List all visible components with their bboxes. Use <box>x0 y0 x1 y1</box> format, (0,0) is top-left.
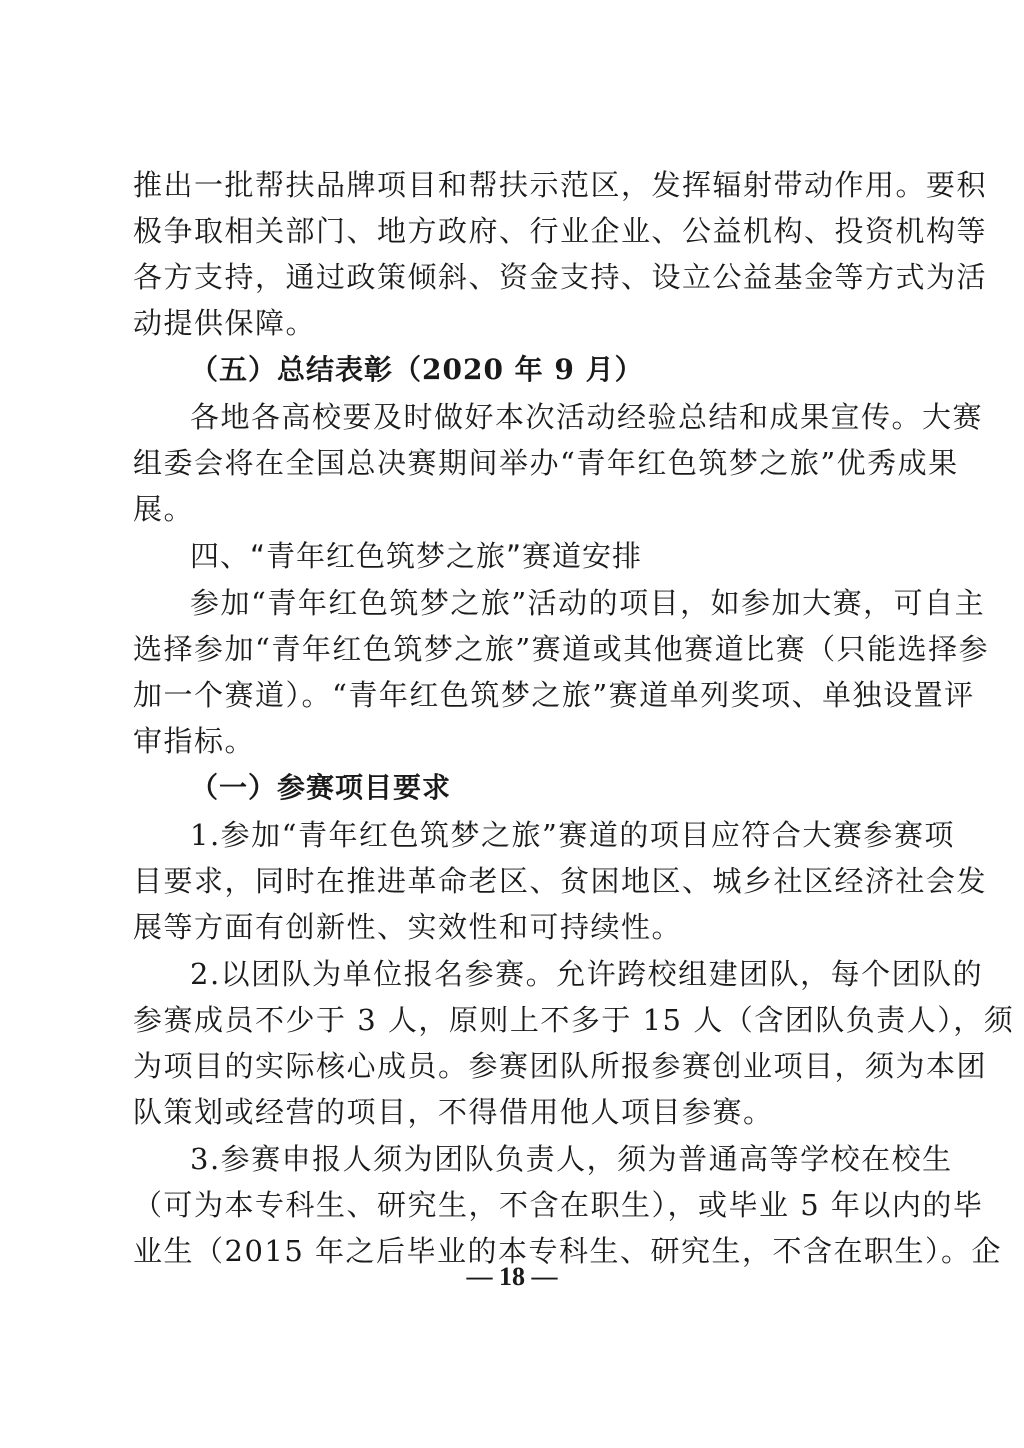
paragraph-line: 推出一批帮扶品牌项目和帮扶示范区，发挥辐射带动作用。要积 <box>133 168 988 202</box>
page-number: — 18 — <box>466 1262 558 1291</box>
paragraph-line: 展等方面有创新性、实效性和可持续性。 <box>133 910 683 944</box>
paragraph-line: 业生（2015 年之后毕业的本专科生、研究生，不含在职生）。企 <box>133 1234 1003 1268</box>
paragraph-line: （可为本专科生、研究生，不含在职生），或毕业 5 年以内的毕 <box>133 1188 984 1222</box>
chapter-heading-track: 四、“青年红色筑梦之旅”赛道安排 <box>190 539 643 573</box>
paragraph-line: 展。 <box>133 492 195 526</box>
section-heading-requirements: （一）参赛项目要求 <box>190 771 452 804</box>
paragraph-line: 3.参赛申报人须为团队负责人，须为普通高等学校在校生 <box>190 1142 953 1176</box>
paragraph-line: 参加“青年红色筑梦之旅”活动的项目，如参加大赛，可自主 <box>190 586 986 620</box>
paragraph-line: 选择参加“青年红色筑梦之旅”赛道或其他赛道比赛（只能选择参 <box>133 632 990 666</box>
paragraph-line: 1.参加“青年红色筑梦之旅”赛道的项目应符合大赛参赛项 <box>190 818 955 852</box>
paragraph-line: 各地各高校要及时做好本次活动经验总结和成果宣传。大赛 <box>190 400 984 434</box>
paragraph-line: 2.以团队为单位报名参赛。允许跨校组建团队，每个团队的 <box>190 957 984 991</box>
paragraph-line: 为项目的实际核心成员。参赛团队所报参赛创业项目，须为本团 <box>133 1049 988 1083</box>
paragraph-line: 目要求，同时在推进革命老区、贫困地区、城乡社区经济社会发 <box>133 864 988 898</box>
paragraph-line: 审指标。 <box>133 724 256 758</box>
paragraph-line: 参赛成员不少于 3 人，原则上不多于 15 人（含团队负责人），须 <box>133 1003 1015 1037</box>
paragraph-line: 组委会将在全国总决赛期间举办“青年红色筑梦之旅”优秀成果 <box>133 446 959 480</box>
paragraph-line: 动提供保障。 <box>133 306 317 340</box>
paragraph-line: 加一个赛道）。“青年红色筑梦之旅”赛道单列奖项、单独设置评 <box>133 678 975 712</box>
paragraph-line: 队策划或经营的项目，不得借用他人项目参赛。 <box>133 1095 774 1129</box>
paragraph-line: 各方支持，通过政策倾斜、资金支持、设立公益基金等方式为活 <box>133 260 988 294</box>
section-heading-summary: （五）总结表彰（2020 年 9 月） <box>190 353 644 386</box>
paragraph-line: 极争取相关部门、地方政府、行业企业、公益机构、投资机构等 <box>133 214 988 248</box>
